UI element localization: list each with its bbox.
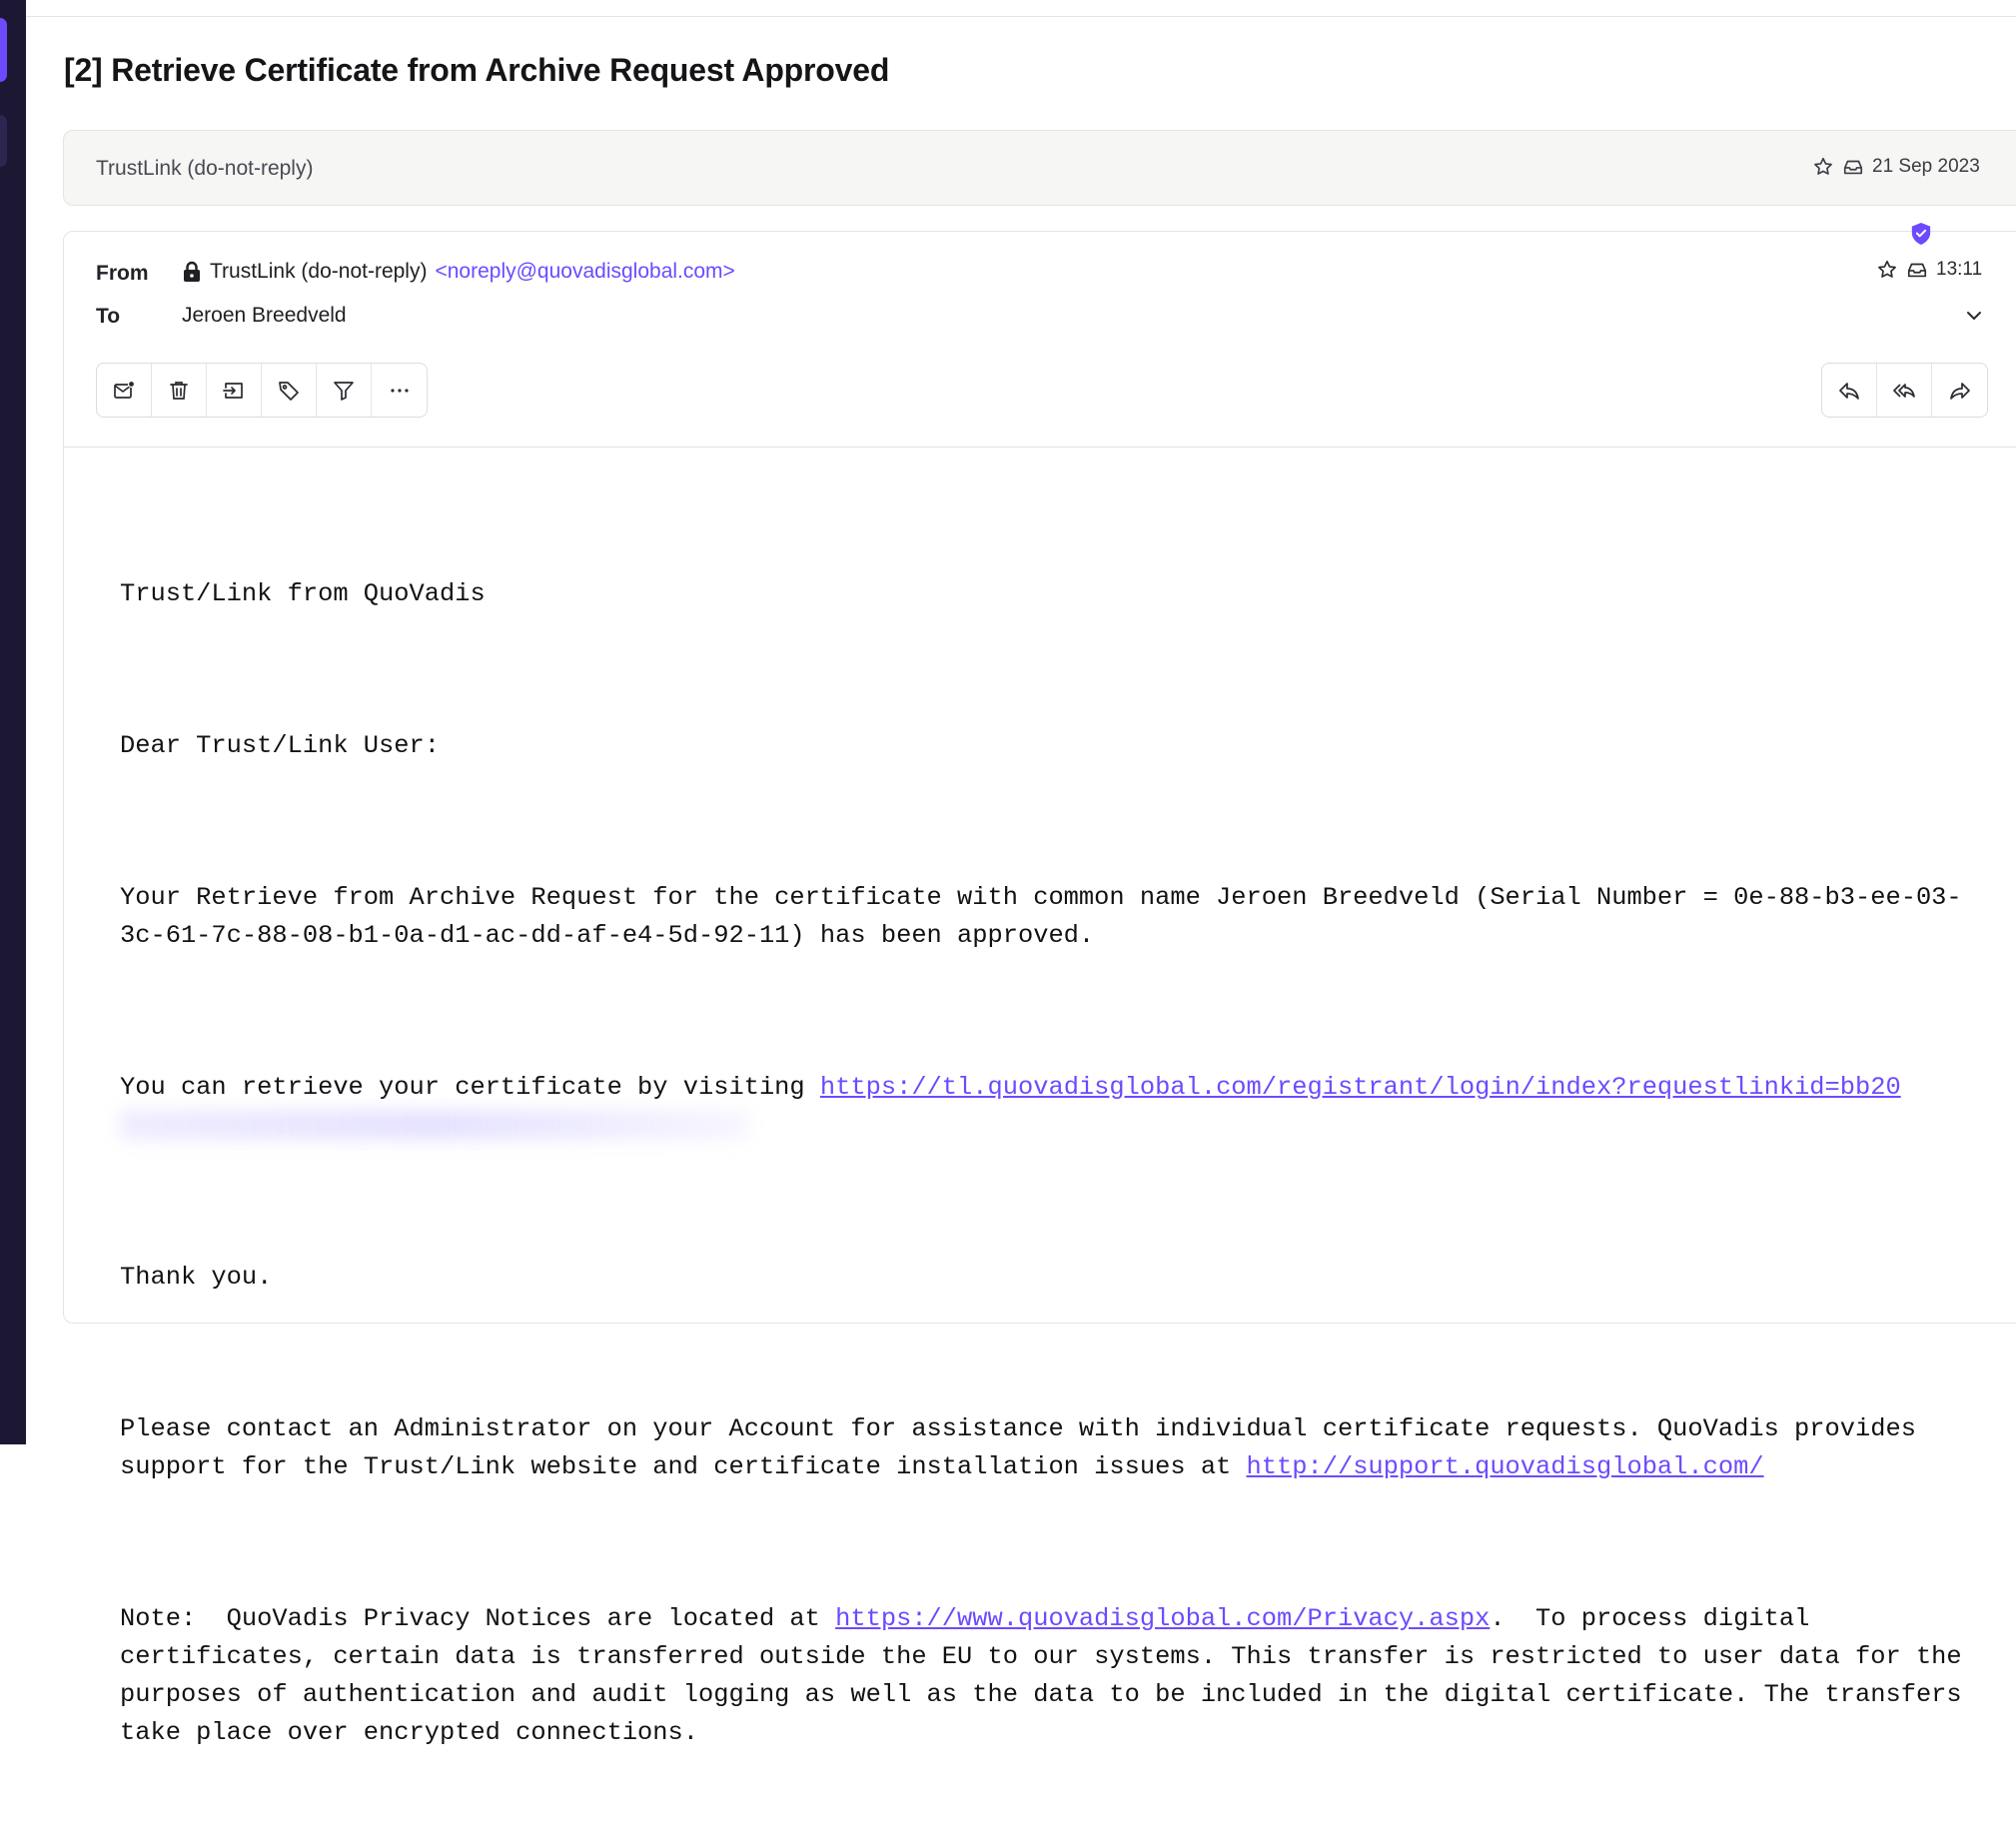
filter-button[interactable] <box>317 364 372 417</box>
trash-icon <box>167 379 191 403</box>
message-actions-toolbar <box>96 363 428 418</box>
body-greeting: Dear Trust/Link User: <box>120 731 440 760</box>
more-button[interactable] <box>372 364 427 417</box>
lock-icon <box>182 261 202 283</box>
sidebar-tab[interactable] <box>0 115 7 167</box>
mark-unread-icon <box>112 379 136 403</box>
from-name: TrustLink (do-not-reply) <box>210 260 428 283</box>
retrieve-link[interactable]: https://tl.quovadisglobal.com/registrant/login/index?requestlinkid=bb20 <box>819 1073 1901 1102</box>
move-button[interactable] <box>207 364 262 417</box>
sidebar-active-tab[interactable] <box>0 18 7 82</box>
from-label: From <box>96 262 149 285</box>
message-meta <box>1876 259 1982 281</box>
move-icon <box>222 379 246 403</box>
delete-button[interactable] <box>152 364 207 417</box>
left-sidebar <box>0 0 26 1444</box>
message-time: 13:11 <box>1936 259 1983 280</box>
to-label: To <box>96 305 121 328</box>
body-heading: Trust/Link from QuoVadis <box>120 579 486 608</box>
forward-button[interactable] <box>1932 364 1987 417</box>
collapsed-message[interactable] <box>63 130 2016 206</box>
collapsed-sender: TrustLink (do-not-reply) <box>96 157 314 180</box>
reply-all-button[interactable] <box>1877 364 1932 417</box>
inbox-icon <box>1906 259 1928 281</box>
shield-check-icon <box>1910 222 1932 246</box>
body-note <box>120 1600 1978 1752</box>
body-contact <box>120 1410 1978 1486</box>
from-sender[interactable] <box>182 260 735 284</box>
reply-all-icon <box>1892 379 1916 403</box>
retrieve-text: You can retrieve your certificate by visiting <box>120 1073 820 1102</box>
mark-unread-button[interactable] <box>97 364 152 417</box>
collapsed-meta <box>1812 156 1980 178</box>
top-divider <box>26 16 2016 17</box>
conversation-subject: [2] Retrieve Certificate from Archive Request Approved <box>64 52 890 88</box>
label-button[interactable] <box>262 364 317 417</box>
body-approved: Your Retrieve from Archive Request for the certificate with common name Jeroen Breedveld (Serial Number = 0e-88-b3-ee-03-3c-61-7c-88-08-b1-0a-d1-ac-dd-af-e4-5d-92-11) has been approved. <box>120 883 1962 950</box>
collapsed-date: 21 Sep 2023 <box>1872 156 1980 177</box>
more-icon <box>388 379 412 403</box>
inbox-icon <box>1842 156 1864 178</box>
star-icon[interactable] <box>1876 259 1898 281</box>
star-icon[interactable] <box>1812 156 1834 178</box>
forward-icon <box>1948 379 1972 403</box>
tag-icon <box>277 379 301 403</box>
reply-icon <box>1837 379 1861 403</box>
to-recipient[interactable]: Jeroen Breedveld <box>182 304 347 327</box>
header-divider <box>64 447 2016 448</box>
message-body <box>120 499 1978 1828</box>
from-email[interactable]: <noreply@quovadisglobal.com> <box>435 260 735 283</box>
chevron-down-icon[interactable] <box>1964 306 1984 326</box>
privacy-link[interactable]: https://www.quovadisglobal.com/Privacy.aspx <box>835 1604 1491 1633</box>
filter-icon <box>332 379 356 403</box>
body-retrieve <box>120 1069 1978 1145</box>
reply-toolbar <box>1821 363 1988 418</box>
reply-button[interactable] <box>1822 364 1877 417</box>
note-text: Note: QuoVadis Privacy Notices are located at <box>120 1604 836 1633</box>
support-link[interactable]: http://support.quovadisglobal.com/ <box>1246 1452 1764 1481</box>
note-suffix: . To process digital certificates, certain data is transferred outside the EU to our systems. This transfer is restricted to user data for the purposes of authentication and audit logging as well as the data to be included in the digital certificate. The transfers take place over encrypted connections. <box>120 1604 1977 1747</box>
contact-text: Please contact an Administrator on your Account for assistance with individual certificate requests. QuoVadis provides support for the Trust/Link website and certificate installation issues at <box>120 1414 1932 1481</box>
body-thanks: Thank you. <box>120 1263 273 1292</box>
redacted-area <box>120 1110 749 1140</box>
